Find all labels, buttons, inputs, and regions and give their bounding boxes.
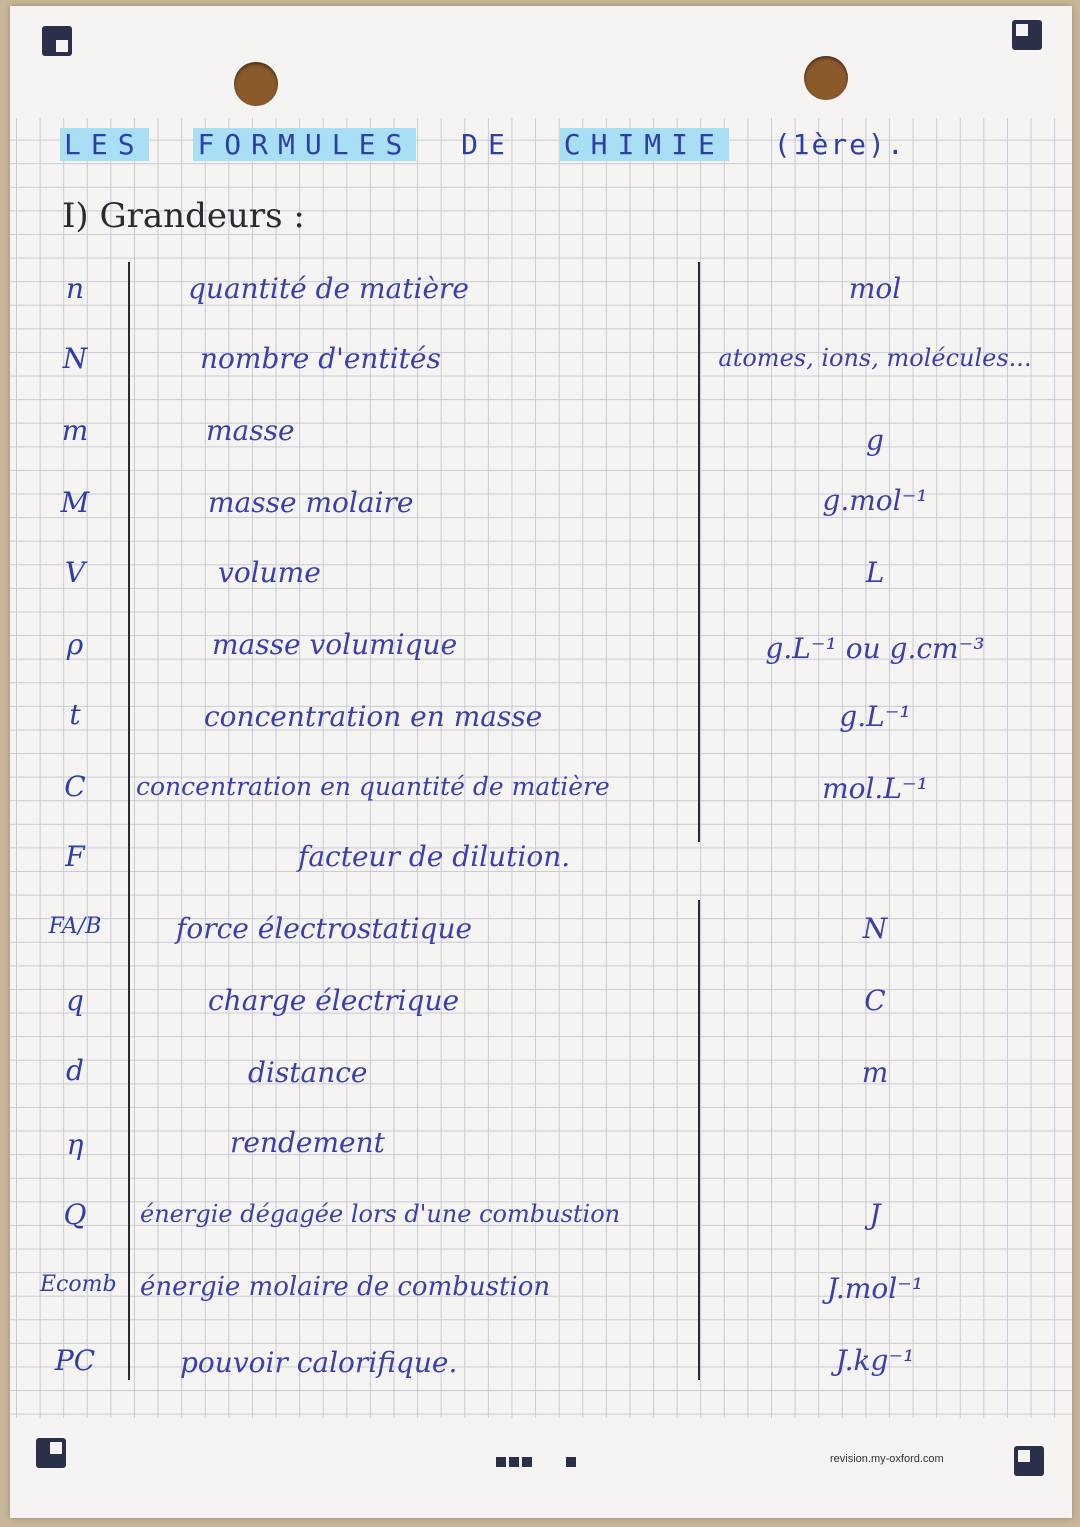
quantity-name: nombre d'entités	[200, 342, 441, 375]
symbol: C	[64, 770, 86, 803]
unit: J	[869, 1198, 881, 1231]
unit: g	[866, 424, 884, 457]
quantity-name: force électrostatique	[176, 912, 473, 945]
unit: g.mol⁻¹	[822, 484, 928, 517]
title-word: LES	[60, 128, 149, 161]
unit: mol.L⁻¹	[822, 772, 928, 805]
binder-hole-icon	[234, 62, 278, 106]
symbol: Q	[63, 1198, 87, 1231]
quantity-name: rendement	[230, 1126, 385, 1159]
column-divider	[698, 900, 700, 1380]
quantity-name: masse	[206, 414, 295, 447]
quantity-name: masse volumique	[212, 628, 458, 661]
title-word: FORMULES	[193, 128, 416, 161]
symbol: η	[66, 1128, 84, 1161]
corner-mark-icon	[36, 1438, 66, 1468]
unit: g.L⁻¹ ou g.cm⁻³	[765, 632, 985, 665]
page-title	[60, 128, 906, 161]
title-word: DE	[461, 128, 515, 161]
unit: J.kg⁻¹	[835, 1344, 915, 1377]
symbol: M	[60, 486, 90, 519]
symbol: d	[66, 1054, 84, 1087]
page-dots-icon	[496, 1452, 579, 1471]
section-title: I) Grandeurs :	[62, 196, 305, 236]
symbol: n	[65, 272, 85, 305]
title-word: CHIMIE	[560, 128, 729, 161]
quantity-name: pouvoir calorifique.	[180, 1346, 458, 1379]
title-suffix: (1ère).	[773, 128, 906, 161]
symbol: FA/B	[48, 914, 102, 939]
unit: C	[864, 984, 886, 1017]
symbol: m	[61, 414, 89, 447]
quantity-name: concentration en quantité de matière	[136, 772, 610, 801]
unit: L	[865, 556, 885, 589]
quantity-name: volume	[218, 556, 321, 589]
footer-site: revision.my-oxford.com	[830, 1453, 944, 1465]
symbol: PC	[54, 1344, 96, 1377]
symbol: N	[62, 342, 88, 375]
quantity-name: quantité de matière	[188, 272, 469, 305]
symbol: t	[69, 698, 81, 731]
unit: J.mol⁻¹	[826, 1272, 924, 1305]
unit: m	[861, 1056, 889, 1089]
binder-hole-icon	[804, 56, 848, 100]
symbol: ρ	[66, 628, 84, 661]
corner-mark-icon	[1014, 1446, 1044, 1476]
unit: N	[862, 912, 888, 945]
quantity-name: énergie dégagée lors d'une combustion	[140, 1200, 621, 1228]
quantity-name: concentration en masse	[204, 700, 543, 733]
corner-mark-icon	[42, 26, 72, 56]
quantity-name: facteur de dilution.	[298, 840, 571, 873]
unit: mol	[848, 272, 902, 305]
symbol: Ecomb	[40, 1272, 117, 1297]
sheet-header-area	[10, 6, 1072, 118]
corner-mark-icon	[1012, 20, 1042, 50]
quantity-name: énergie molaire de combustion	[140, 1272, 551, 1302]
quantity-name: distance	[248, 1056, 368, 1089]
symbol: F	[65, 840, 85, 873]
quantity-name: masse molaire	[208, 486, 414, 519]
symbol: V	[64, 556, 86, 589]
symbol: q	[66, 984, 84, 1017]
unit: g.L⁻¹	[839, 700, 911, 733]
unit: atomes, ions, molécules...	[718, 344, 1032, 372]
quantity-name: charge électrique	[208, 984, 460, 1017]
column-divider	[128, 262, 130, 1380]
